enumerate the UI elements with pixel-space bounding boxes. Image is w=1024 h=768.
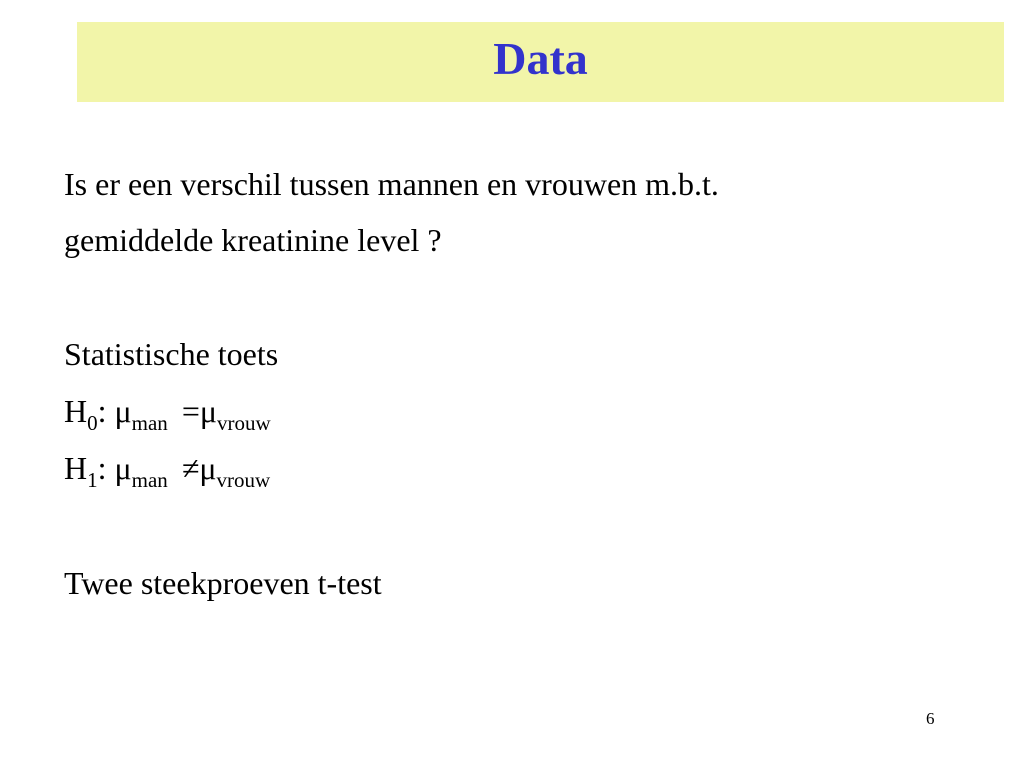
statistical-test-heading: Statistische toets [64,336,279,372]
title-banner [77,22,1004,102]
h1-mu-man: μ [114,450,132,486]
h0-operator: = [181,393,200,429]
alternative-hypothesis [64,450,271,492]
h1-operator: ≠ [181,450,200,486]
h1-mu-vrouw: μ [199,450,217,486]
slide-title: Data [493,33,588,84]
null-hypothesis [64,393,271,435]
h1-man-subscript: man [131,468,168,492]
h1-vrouw-subscript: vrouw [216,468,271,492]
page-number: 6 [926,709,935,728]
h0-vrouw-subscript: vrouw [217,411,271,435]
h0-mu-man: μ [114,393,132,429]
question-line-2: gemiddelde kreatinine level ? [64,222,442,258]
question-line-1: Is er een verschil tussen mannen en vrouwen m.b.t. [64,166,719,202]
h0-mu-vrouw: μ [199,393,218,429]
test-name: Twee steekproeven t-test [64,565,382,601]
h1-label: H [64,450,88,486]
h0-subscript: 0 [87,411,98,435]
h0-colon: : [97,393,115,429]
h0-man-subscript: man [131,411,168,435]
h1-colon: : [97,450,115,486]
h0-label: H [64,393,88,429]
h1-subscript: 1 [87,468,98,492]
